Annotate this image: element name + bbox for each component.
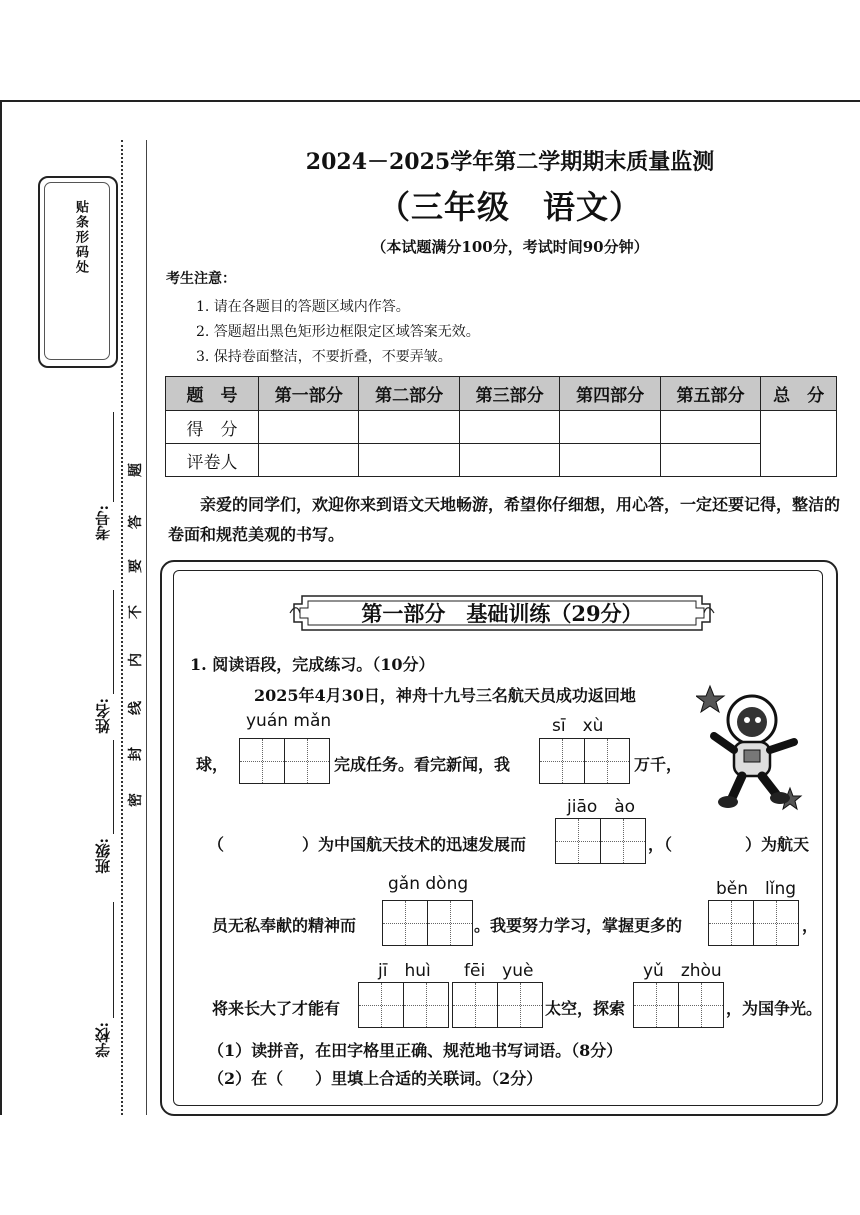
sub-question-1: （1）读拼音，在田字格里正确、规范地书写词语。（8分）	[208, 1041, 623, 1060]
score-cell[interactable]	[359, 411, 459, 444]
passage-text: ，为国争光。	[726, 999, 823, 1018]
header-cell: 第一部分	[259, 377, 359, 411]
seal-char: 答	[128, 515, 144, 529]
score-table	[165, 376, 837, 477]
grader-cell[interactable]	[359, 444, 459, 477]
question-1-title: 1. 阅读语段，完成练习。（10分）	[190, 655, 435, 674]
grader-cell[interactable]	[259, 444, 359, 477]
pinyin-jihui: jī huì	[378, 961, 431, 981]
seal-char: 不	[128, 605, 144, 619]
passage-text: 万千，	[634, 755, 683, 774]
tianzige-benling[interactable]	[708, 900, 799, 946]
tianzige-feiyue[interactable]	[452, 982, 543, 1028]
exam-note: （本试题满分100分，考试时间90分钟）	[371, 238, 649, 256]
tianzige-sixu[interactable]	[539, 738, 630, 784]
passage-text: 员无私奉献的精神而	[212, 916, 357, 935]
sub-question-2: （2）在（ ）里填上合适的关联词。（2分）	[208, 1069, 543, 1088]
pinyin-gandong: gǎn dòng	[388, 874, 469, 894]
section-title: 第一部分 基础训练（29分）	[361, 601, 643, 626]
score-table-header	[166, 377, 837, 411]
seal-char: 要	[128, 559, 144, 573]
tianzige-jihui[interactable]	[358, 982, 449, 1028]
row-label: 得 分	[166, 411, 259, 444]
header-cell: 第五部分	[660, 377, 760, 411]
seal-char: 线	[128, 701, 144, 715]
exam-title: 2024－2025学年第二学期期末质量监测	[305, 149, 715, 175]
total-score-cell[interactable]	[761, 411, 837, 477]
notice-item: 1. 请在各题目的答题区域内作答。	[196, 299, 410, 315]
passage-text: ）为中国航天技术的迅速发展而	[302, 835, 527, 854]
exam-number-label: 考号:	[94, 505, 112, 541]
passage-text: 完成任务。看完新闻，我	[334, 755, 511, 774]
grader-cell[interactable]	[560, 444, 660, 477]
class-label: 班级:	[94, 838, 112, 874]
pinyin-feiyue: fēi yuè	[464, 961, 534, 981]
top-border	[0, 100, 860, 102]
seal-char: 密	[128, 793, 144, 807]
pinyin-benling: běn lǐng	[716, 879, 797, 899]
score-cell[interactable]	[459, 411, 559, 444]
tianzige-yuzhou[interactable]	[633, 982, 724, 1028]
barcode-label: 贴条形码处	[73, 200, 88, 275]
pinyin-yuzhou: yǔ zhòu	[643, 961, 722, 981]
notice-title: 考生注意：	[166, 271, 236, 287]
header-cell: 第二部分	[359, 377, 459, 411]
header-cell: 第四部分	[560, 377, 660, 411]
class-line	[113, 740, 114, 834]
score-cell[interactable]	[259, 411, 359, 444]
astronaut-illustration	[696, 684, 814, 816]
passage-text: （	[208, 835, 225, 854]
passage-text: ，（	[648, 835, 673, 854]
score-cell[interactable]	[660, 411, 760, 444]
seal-char: 题	[128, 463, 144, 477]
passage-text: ，	[802, 916, 819, 935]
passage-text: 将来长大了才能有	[212, 999, 341, 1018]
school-line	[113, 902, 114, 1018]
grader-cell[interactable]	[660, 444, 760, 477]
binding-line	[146, 140, 147, 1115]
header-cell: 总 分	[761, 377, 837, 411]
passage-text: 球，	[196, 755, 229, 774]
seal-char: 封	[128, 747, 144, 761]
score-cell[interactable]	[560, 411, 660, 444]
passage-text: ）为航天	[745, 835, 810, 854]
notice-item: 3. 保持卷面整洁，不要折叠，不要弄皱。	[196, 349, 452, 365]
pinyin-yuanman: yuán mǎn	[246, 711, 332, 731]
tianzige-yuanman[interactable]	[239, 738, 330, 784]
name-label: 姓名:	[94, 698, 112, 734]
header-cell: 第三部分	[459, 377, 559, 411]
grader-cell[interactable]	[459, 444, 559, 477]
table-row	[166, 444, 837, 477]
row-label: 评卷人	[166, 444, 259, 477]
pinyin-sixu: sī xù	[552, 716, 604, 736]
table-row	[166, 411, 837, 444]
notice-item: 2. 答题超出黑色矩形边框限定区域答案无效。	[196, 324, 480, 340]
exam-subtitle: （三年级 语文）	[377, 188, 642, 226]
header-cell: 题 号	[166, 377, 259, 411]
school-label: 学校:	[94, 1022, 112, 1058]
tianzige-gandong[interactable]	[382, 900, 473, 946]
pinyin-jiaoao: jiāo ào	[567, 797, 636, 817]
passage-text: 太空，探索	[545, 999, 626, 1018]
passage-line: 2025年4月30日，神舟十九号三名航天员成功返回地	[254, 686, 636, 705]
left-border	[0, 100, 2, 1115]
intro-text: 亲爱的同学们，欢迎你来到语文天地畅游，希望你仔细想，用心答，一定还要记得，整洁的卷面和规范美观的书写。	[168, 495, 841, 544]
tianzige-jiaoao[interactable]	[555, 818, 646, 864]
seal-char: 内	[128, 653, 144, 667]
passage-text: 。我要努力学习，掌握更多的	[474, 916, 683, 935]
cut-line	[121, 140, 123, 1115]
exam-number-line	[113, 412, 114, 502]
name-line	[113, 590, 114, 694]
